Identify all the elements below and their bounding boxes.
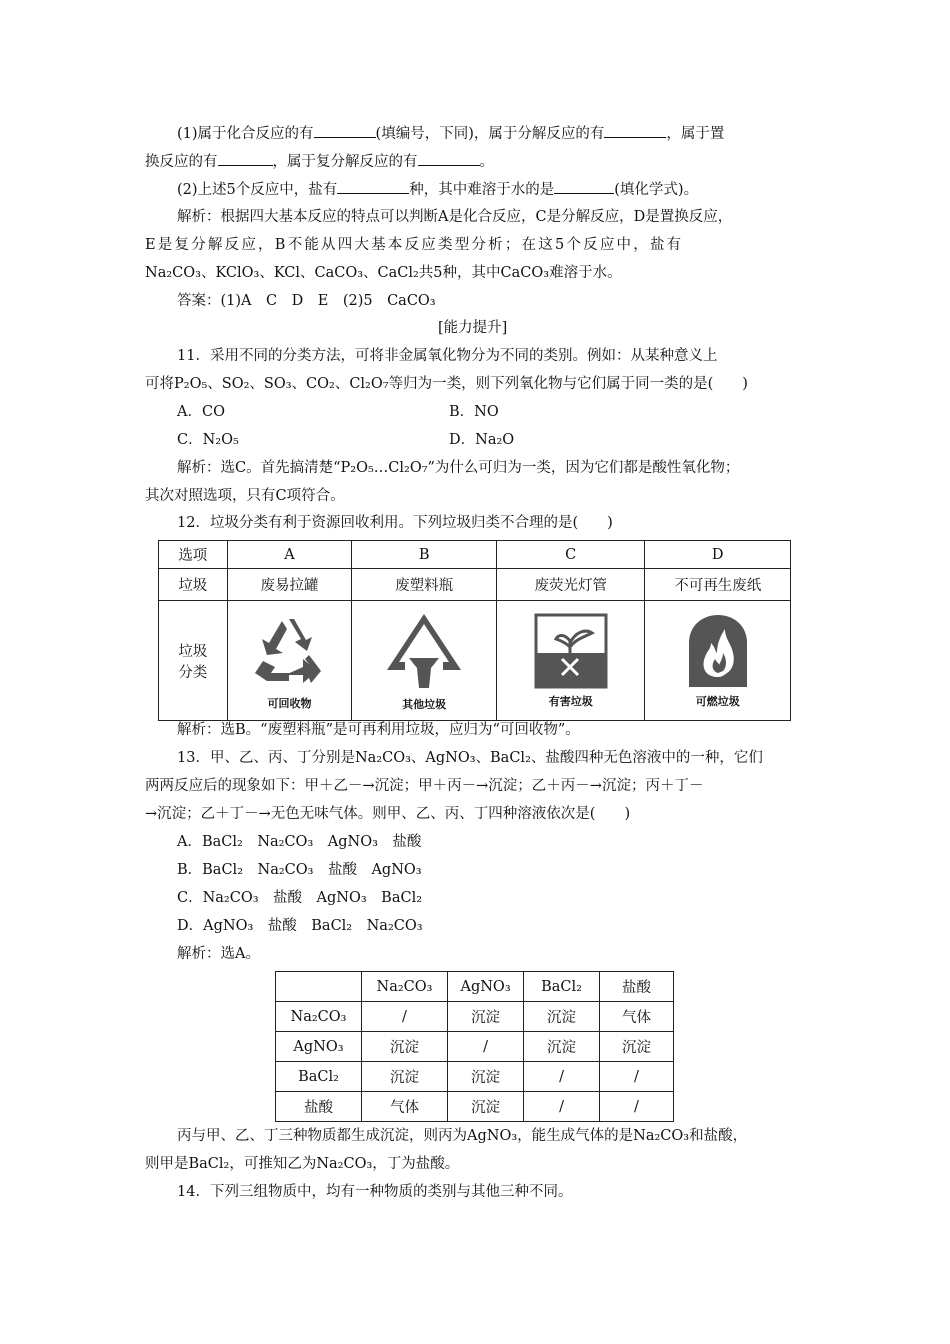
answer-blank[interactable] [554,179,614,194]
q13-conclusion-line2: 则甲是BaCl₂，可推知乙为Na₂CO₃，丁为盐酸。 [145,1156,460,1172]
q10-part1-line2: 换反应的有 ，属于复分解反应的有 。 [145,151,494,172]
table-cell: BaCl₂ [276,1062,362,1092]
q13-option-b[interactable]: B．BaCl₂ Na₂CO₃ 盐酸 AgNO₃ [177,862,422,878]
table-cell: 气体 [599,1002,673,1032]
table-cell [276,972,362,1002]
combustible-icon [685,613,751,693]
table-cell: / [524,1092,600,1122]
recycle-icon [249,611,329,695]
table-cell: BaCl₂ [524,972,600,1002]
q13-analysis: 解析：选A。 [177,946,260,962]
q14-stem: 14．下列三组物质中，均有一种物质的类别与其他三种不同。 [177,1184,573,1200]
q12-table-row-waste [159,569,791,601]
table-cell: 垃圾 [159,569,228,601]
table-cell: C [496,541,645,569]
q10-analysis-line1: 解析：根据四大基本反应的特点可以判断A是化合反应，C是分解反应，D是置换反应， [177,209,733,225]
table-cell [496,601,645,721]
section-title: [能力提升] [438,320,508,336]
table-cell: 沉淀 [524,1032,600,1062]
table-row [276,1002,674,1032]
q11-option-c[interactable]: C．N₂O₅ [177,432,239,448]
q13-stem-line2: 两两反应后的现象如下：甲＋乙－→沉淀；甲＋丙－→沉淀；乙＋丙－→沉淀；丙＋丁－ [145,778,704,794]
answer-blank[interactable] [218,151,273,166]
table-cell: Na₂CO₃ [362,972,448,1002]
table-cell: 沉淀 [599,1032,673,1062]
table-cell: 盐酸 [599,972,673,1002]
q13-option-a[interactable]: A．BaCl₂ Na₂CO₃ AgNO₃ 盐酸 [177,834,422,850]
table-row [276,1062,674,1092]
q12-table-row-category [159,601,791,721]
table-cell: Na₂CO₃ [276,1002,362,1032]
q11-option-a[interactable]: A．CO [177,404,225,420]
table-cell: / [524,1062,600,1092]
q12-analysis: 解析：选B。“废塑料瓶”是可再利用垃圾，应归为“可回收物”。 [177,722,580,738]
table-cell [227,601,352,721]
table-cell: AgNO₃ [276,1032,362,1062]
q13-table-header [276,972,674,1002]
table-cell: 气体 [362,1092,448,1122]
table-cell: 盐酸 [276,1092,362,1122]
answer-blank[interactable] [418,151,480,166]
q12-table [158,540,791,721]
recycle-label: 可回收物 [267,696,312,710]
q13-conclusion-line1: 丙与甲、乙、丁三种物质都生成沉淀，则丙为AgNO₃，能生成气体的是Na₂CO₃和盐酸， [177,1128,748,1144]
answer-blank[interactable] [314,123,376,138]
table-cell: / [362,1002,448,1032]
table-cell: 沉淀 [524,1002,600,1032]
q13-option-c[interactable]: C．Na₂CO₃ 盐酸 AgNO₃ BaCl₂ [177,890,423,906]
q12-stem: 12．垃圾分类有利于资源回收利用。下列垃圾归类不合理的是( ) [177,515,613,531]
q10-analysis-line3: Na₂CO₃、KClO₃、KCl、CaCO₃、CaCl₂共5种，其中CaCO₃难溶于水。 [145,265,622,281]
answer-blank[interactable] [337,179,409,194]
other-waste-label: 其他垃圾 [402,697,447,711]
table-cell: AgNO₃ [448,972,524,1002]
table-cell: 选项 [159,541,228,569]
table-cell: 废易拉罐 [227,569,352,601]
table-cell: B [352,541,497,569]
q11-stem-line1: 11．采用不同的分类方法，可将非金属氧化物分为不同的类别。例如：从某种意义上 [177,348,718,364]
q10-answer: 答案：(1)A C D E (2)5 CaCO₃ [177,293,436,309]
table-cell [645,601,791,721]
table-row [276,1092,674,1122]
q11-analysis-line1: 解析：选C。首先搞清楚“P₂O₅…Cl₂O₇”为什么可归为一类，因为它们都是酸性氧化物； [177,460,740,476]
hazardous-label: 有害垃圾 [548,694,593,708]
table-cell: 沉淀 [448,1002,524,1032]
answer-blank[interactable] [604,123,666,138]
table-cell: 沉淀 [448,1062,524,1092]
table-cell: A [227,541,352,569]
table-cell: 废塑料瓶 [352,569,497,601]
table-cell [352,601,497,721]
q13-stem-line3: →沉淀；乙＋丁－→无色无味气体。则甲、乙、丙、丁四种溶液依次是( ) [145,806,631,822]
hazardous-icon [534,613,608,693]
q10-part2: (2)上述5个反应中，盐有 种，其中难溶于水的是 (填化学式)。 [177,179,698,200]
table-cell: D [645,541,791,569]
q11-analysis-line2: 其次对照选项，只有C项符合。 [145,488,345,504]
q11-option-d[interactable]: D．Na₂O [449,432,515,448]
q13-option-d[interactable]: D．AgNO₃ 盐酸 BaCl₂ Na₂CO₃ [177,918,423,934]
table-cell: / [448,1032,524,1062]
table-cell: 沉淀 [362,1032,448,1062]
q12-table-row-header [159,541,791,569]
table-cell: 废荧光灯管 [496,569,645,601]
q13-table [275,971,674,1122]
combustible-label: 可燃垃圾 [695,694,740,708]
q11-stem-line2: 可将P₂O₅、SO₂、SO₃、CO₂、Cl₂O₇等归为一类，则下列氧化物与它们属于同一类的是( ) [145,376,748,392]
row-label-2: 分类 [178,664,208,681]
table-cell: 沉淀 [448,1092,524,1122]
q10-analysis-line2: E 是 复 分 解 反 应 ， B 不 能 从 四 大 基 本 反 应 类 型 分 析 ； 在 这 5 个 反 应 中 ， 盐 有 [145,237,680,253]
table-cell: / [599,1092,673,1122]
q10-part1-line1: (1)属于化合反应的有 (填编号，下同)，属于分解反应的有 ，属于置 [177,123,724,144]
q13-stem-line1: 13．甲、乙、丙、丁分别是Na₂CO₃、AgNO₃、BaCl₂、盐酸四种无色溶液中的一种，它们 [177,750,763,766]
table-cell [159,601,228,721]
table-cell: 沉淀 [362,1062,448,1092]
q11-option-b[interactable]: B．NO [449,404,499,420]
row-label-1: 垃圾 [178,643,208,660]
table-cell: / [599,1062,673,1092]
other-waste-icon [381,610,467,696]
table-row [276,1032,674,1062]
table-cell: 不可再生废纸 [645,569,791,601]
